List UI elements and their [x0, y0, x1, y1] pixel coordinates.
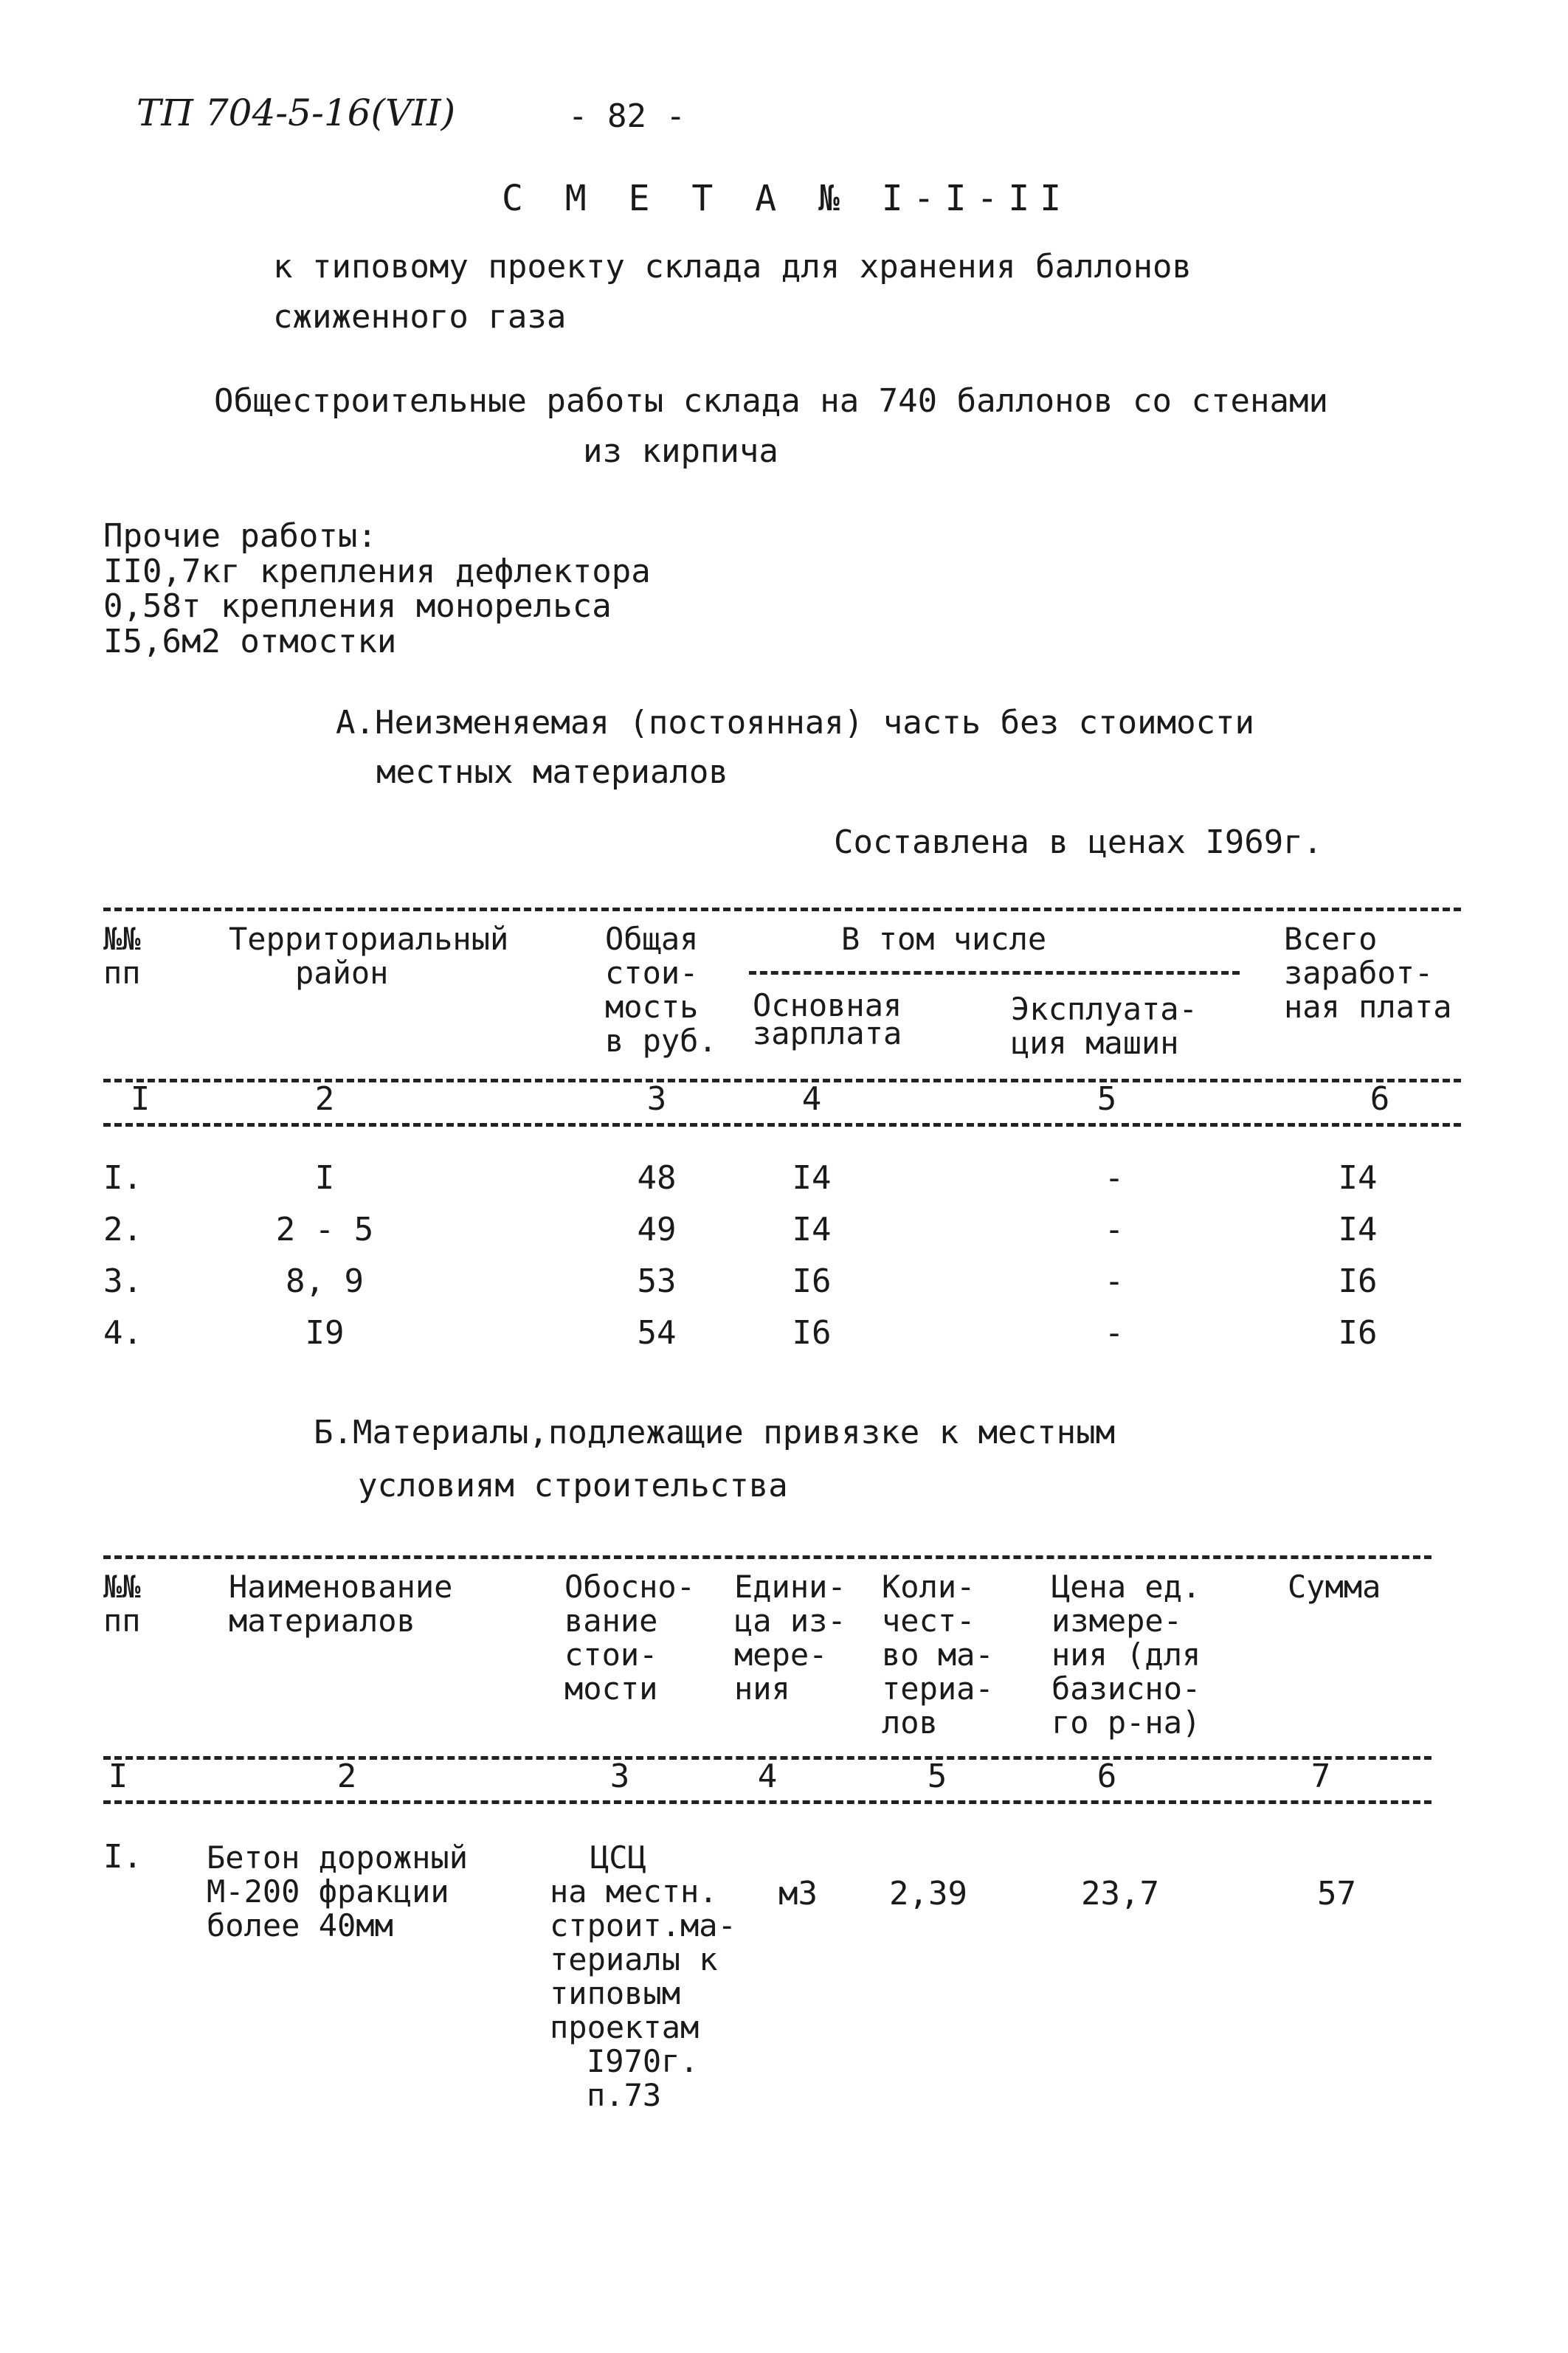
section-b-title-line-1: Б.Материалы,подлежащие привязке к местным [314, 1414, 1116, 1451]
row-region: 2 - 5 [275, 1211, 374, 1248]
header-num: №№ [103, 1569, 141, 1605]
header-including-rule [749, 971, 1240, 975]
row-machines: - [1104, 1262, 1125, 1300]
table-a-top-rule [103, 908, 1461, 911]
header-base-salary: Основная [753, 987, 902, 1023]
column-number: I [108, 1758, 128, 1795]
description-line-2: из кирпича [583, 432, 778, 470]
header-material-name: материалов [229, 1603, 415, 1639]
row-base-salary: I4 [792, 1159, 832, 1197]
row-machines: - [1104, 1314, 1125, 1352]
header-num: №№ [103, 921, 141, 957]
column-number: 3 [609, 1758, 630, 1795]
row-total: 49 [637, 1211, 677, 1248]
section-a-title-line-1: А.Неизменяемая (постоянная) часть без стоимости [336, 704, 1255, 742]
row-number: I. [103, 1838, 142, 1876]
header-total-cost: мость [605, 989, 699, 1025]
header-sum: Сумма [1288, 1569, 1381, 1605]
row-total: 48 [637, 1159, 677, 1197]
header-total-cost: Общая [605, 921, 699, 957]
row-cost-basis: I970г. [587, 2043, 699, 2079]
row-number: 2. [103, 1211, 142, 1248]
prices-note: Составлена в ценах I969г. [834, 823, 1323, 861]
header-machines: ция машин [1011, 1025, 1179, 1061]
header-cost-basis: вание [564, 1603, 658, 1639]
row-total-salary: I4 [1338, 1211, 1378, 1248]
other-works-heading: Прочие работы: [103, 517, 377, 555]
row-region: 8, 9 [286, 1262, 364, 1300]
column-number: 2 [336, 1758, 357, 1795]
header-quantity: териа- [882, 1670, 994, 1707]
header-unit-price: го р-на) [1051, 1704, 1201, 1741]
row-region: I9 [305, 1314, 345, 1352]
page-number: - 82 - [568, 97, 685, 135]
header-unit: мере- [734, 1637, 828, 1673]
section-b-title-line-2: условиям строительства [358, 1467, 788, 1504]
document-title: С М Е Т А № I-I-II [502, 178, 1072, 219]
header-unit: ния [734, 1670, 790, 1707]
row-total-salary: I4 [1338, 1159, 1378, 1197]
header-quantity: во ма- [882, 1637, 994, 1673]
description-line-1: Общестроительные работы склада на 740 баллонов со стенами [214, 382, 1328, 420]
row-cost-basis: п.73 [587, 2077, 662, 2113]
header-unit-price: измере- [1051, 1603, 1183, 1639]
column-number: 5 [1096, 1080, 1117, 1118]
row-material-name: Бетон дорожный [207, 1839, 469, 1876]
header-unit-price: ния (для [1051, 1637, 1201, 1673]
row-region: I [314, 1159, 335, 1197]
header-total-cost: в руб. [605, 1023, 717, 1059]
row-cost-basis: териалы к [550, 1941, 718, 1977]
header-unit: ца из- [734, 1603, 846, 1639]
header-including: В том числе [841, 921, 1047, 957]
row-total: 53 [637, 1262, 677, 1300]
subtitle-line-1: к типовому проекту склада для хранения баллонов [273, 248, 1192, 286]
row-number: I. [103, 1159, 142, 1197]
header-total-salary: ная плата [1284, 989, 1452, 1025]
column-number: 4 [757, 1758, 778, 1795]
table-b-top-rule [103, 1555, 1431, 1559]
row-cost-basis: ЦСЦ [590, 1839, 646, 1876]
header-num: пп [103, 955, 141, 991]
column-number: 4 [801, 1080, 822, 1118]
row-material-name: более 40мм [207, 1907, 393, 1943]
table-a-subheader-rule [103, 1123, 1461, 1127]
header-unit-price: базисно- [1051, 1670, 1201, 1707]
document-code: ТП 704-5-16(VII) [137, 91, 456, 134]
header-region: район [295, 955, 389, 991]
header-unit: Едини- [734, 1569, 846, 1605]
header-cost-basis: стои- [564, 1637, 658, 1673]
row-total-salary: I6 [1338, 1262, 1378, 1300]
header-total-salary: заработ- [1284, 955, 1434, 991]
header-quantity: чест- [882, 1603, 975, 1639]
row-number: 4. [103, 1314, 142, 1352]
header-cost-basis: Обосно- [564, 1569, 696, 1605]
header-base-salary: зарплата [753, 1015, 902, 1051]
header-material-name: Наименование [229, 1569, 453, 1605]
table-b-subheader-rule [103, 1800, 1431, 1804]
column-number: 6 [1096, 1758, 1117, 1795]
column-number: 7 [1310, 1758, 1331, 1795]
other-works-item: II0,7кг крепления дефлектора [103, 553, 651, 590]
header-num: пп [103, 1603, 141, 1639]
other-works-item: I5,6м2 отмостки [103, 623, 397, 660]
header-total-salary: Всего [1284, 921, 1378, 957]
subtitle-line-2: сжиженного газа [273, 298, 567, 336]
header-cost-basis: мости [564, 1670, 658, 1707]
row-number: 3. [103, 1262, 142, 1300]
header-quantity: Коли- [882, 1569, 975, 1605]
table-a-header-rule [103, 1079, 1461, 1082]
section-a-title-line-2: местных материалов [376, 753, 728, 791]
row-material-name: М-200 фракции [207, 1873, 449, 1910]
row-cost-basis: строит.ма- [550, 1907, 736, 1943]
row-total-salary: I6 [1338, 1314, 1378, 1352]
row-unit: м3 [778, 1875, 818, 1913]
row-cost-basis: на местн. [550, 1873, 718, 1910]
row-unit-price: 23,7 [1081, 1875, 1159, 1913]
header-quantity: лов [882, 1704, 938, 1741]
row-cost-basis: типовым [550, 1975, 681, 2011]
row-base-salary: I4 [792, 1211, 832, 1248]
column-number: 6 [1370, 1080, 1390, 1118]
header-machines: Эксплуата- [1011, 991, 1198, 1027]
column-number: 5 [927, 1758, 947, 1795]
row-machines: - [1104, 1159, 1125, 1197]
row-machines: - [1104, 1211, 1125, 1248]
row-cost-basis: проектам [550, 2009, 700, 2045]
row-quantity: 2,39 [889, 1875, 967, 1913]
row-total: 54 [637, 1314, 677, 1352]
header-region: Территориальный [229, 921, 509, 957]
other-works-item: 0,58т крепления монорельса [103, 587, 612, 625]
header-unit-price: Цена ед. [1051, 1569, 1201, 1605]
column-number: 3 [646, 1080, 667, 1118]
column-number: I [130, 1080, 151, 1118]
row-base-salary: I6 [792, 1314, 832, 1352]
column-number: 2 [314, 1080, 335, 1118]
row-sum: 57 [1317, 1875, 1356, 1913]
header-total-cost: стои- [605, 955, 699, 991]
row-base-salary: I6 [792, 1262, 832, 1300]
